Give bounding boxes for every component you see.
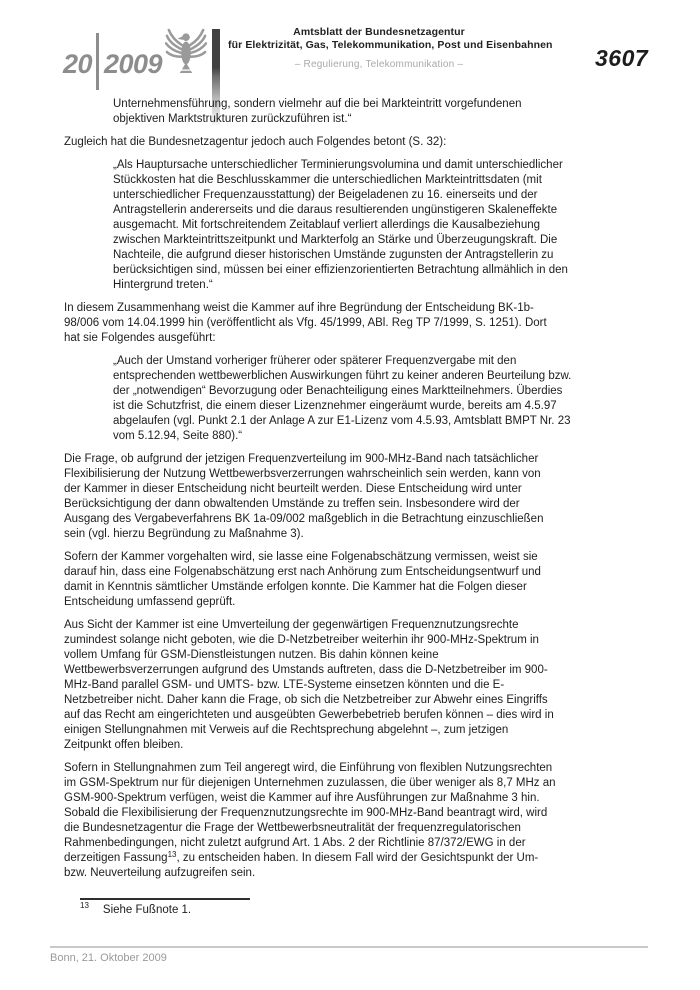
text-line: sein (vgl. hierzu Begründung zu Maßnahme 3). bbox=[64, 528, 304, 540]
text-line: vollem Umfang für GSM-Dienstleistungen nutzen. Bis dahin können keine bbox=[64, 649, 439, 661]
journal-title-line1: Amtsblatt der Bundesnetzagentur bbox=[293, 26, 465, 38]
text-line: Ausgang des Vergabeverfahrens BK 1a-09/002 maßgeblich in die Betrachtung einzuschließen bbox=[64, 513, 544, 525]
paragraph bbox=[64, 761, 630, 881]
footnote-rule bbox=[80, 898, 250, 900]
footnote bbox=[80, 903, 480, 918]
issue-divider bbox=[96, 33, 99, 90]
page-footer bbox=[50, 946, 648, 964]
text-line: Die Frage, ob aufgrund der jetzigen Frequenzverteilung im 900-MHz-Band nach tatsächlicher bbox=[64, 453, 539, 465]
quote-block bbox=[64, 97, 630, 127]
text-line: Antragstellerin andererseits und die daraus resultierenden ungünstigeren Skaleneffekte bbox=[113, 204, 558, 216]
paragraph bbox=[64, 301, 630, 346]
paragraph bbox=[64, 618, 630, 753]
text-line: ist die Schutzfrist, die einem dieser Lizenznehmer eingeräumt wurde, bereits am 4.5.97 bbox=[113, 400, 557, 412]
masthead-titles bbox=[228, 26, 553, 70]
document-body bbox=[64, 97, 630, 881]
text-line: Sofern der Kammer vorgehalten wird, sie lasse eine Folgenabschätzung vermissen, weist sie bbox=[64, 551, 538, 563]
text-line: unterschiedlicher Frequenzausstattung) der Beigeladenen zu 16. einerseits und der bbox=[113, 189, 538, 201]
text-line: abgelaufen (vgl. Punkt 2.1 der Anlage A zur E1-Lizenz vom 4.5.93, Amtsblatt BMPT Nr. 23 bbox=[113, 415, 571, 427]
text-line: Nachteile, die aufgrund dieser historischen Umstände zugunsten der Antragstellerin zu bbox=[113, 249, 554, 261]
text-line: Wettbewerbsverzerrungen aufgrund des Umstands auftreten, dass die D-Netzbetreiber im 900- bbox=[64, 664, 548, 676]
footnote-area bbox=[80, 898, 480, 918]
paragraph bbox=[64, 550, 630, 610]
text-line: Stückkosten hat die Beschlusskammer die unterschiedlichen Markteintrittsdaten (mit bbox=[113, 174, 542, 186]
text-line: der „notwendigen“ Bevorzugung oder Benachteiligung eines Marktteilnehmers. Überdies bbox=[113, 385, 563, 397]
footnote-marker: 13 bbox=[80, 901, 89, 910]
text-line: Sobald die Flexibilisierung der Frequenznutzungsrechte im 900-MHz-Band beantragt wird, wird bbox=[64, 807, 548, 819]
text-line: „Als Hauptursache unterschiedlicher Terminierungsvolumina und damit unterschiedlicher bbox=[113, 159, 563, 171]
text-line: die Bundesnetzagentur die Frage der Wettbewerbsneutralität der frequenzregulatorischen bbox=[64, 822, 521, 834]
text-line: Berücksichtigung der dann obwaltenden Umstände zu treffen sein. Insbesondere wird der bbox=[64, 498, 520, 510]
text-line: entsprechenden wettbewerblichen Auswirkungen führt zu keiner anderen Beurteilung bzw. bbox=[113, 370, 572, 382]
quote-block bbox=[64, 158, 630, 293]
text-line: darauf hin, dass eine Folgenabschätzung erst nach Anhörung zum Entscheidungsentwurf und bbox=[64, 566, 541, 578]
footnote-reference: 13 bbox=[167, 850, 177, 859]
text-line: derzeitigen Fassung$^{13}$, zu entscheiden haben. In diesem Fall wird der Gesichtspunkt der Um- bbox=[64, 850, 539, 864]
journal-title-line2: für Elektrizität, Gas, Telekommunikation, Post und Eisenbahnen bbox=[228, 39, 553, 51]
paragraph bbox=[64, 452, 630, 542]
text-line: im GSM-Spektrum nur für diejenigen Unternehmen zuzulassen, die über weniger als 8,7 MHz an bbox=[64, 777, 556, 789]
text-line: objektiven Marktstrukturen zurückzuführen ist.“ bbox=[113, 113, 352, 125]
text-line: zwischen Markteintrittszeitpunkt und Markterfolg an Stärke und Überzeugungskraft. Die bbox=[113, 234, 558, 246]
text-line: Flexibilisierung der Nutzung Wettbewerbsverzerrungen wahrscheinlich sein werden, kann von bbox=[64, 468, 541, 480]
text-line: Netzbetreiber nicht. Daher kann die Frage, ob sich die Netzbetreiber zur Abwehr eines Eingriffs bbox=[64, 694, 548, 706]
footer-date: Bonn, 21. Oktober 2009 bbox=[50, 952, 167, 964]
issue-number: 20 bbox=[62, 49, 92, 79]
text-line: vom 5.12.94, Seite 880).“ bbox=[113, 430, 243, 442]
issue-year: 2009 bbox=[104, 49, 163, 79]
text-line: Zugleich hat die Bundesnetzagentur jedoch auch Folgendes betont (S. 32): bbox=[64, 136, 447, 148]
text-line: MHz-Band parallel GSM- und UMTS- bzw. LTE-Systeme einsetzen könnten und die E- bbox=[64, 679, 505, 691]
text-line: Aus Sicht der Kammer ist eine Umverteilung der gegenwärtigen Frequenznutzungsrechte bbox=[64, 619, 519, 631]
text-line: Sofern in Stellungnahmen zum Teil angeregt wird, die Einführung von flexiblen Nutzungsrechten bbox=[64, 762, 553, 774]
text-line: damit in Kenntnis sämtlicher Umstände erfolgen konnte. Die Kammer hat die Folgen dieser bbox=[64, 581, 527, 593]
quote-block bbox=[64, 354, 630, 444]
text-line: der Kammer in dieser Entscheidung nicht beurteilt werden. Diese Entscheidung wird unter bbox=[64, 483, 522, 495]
text-line: Zeitpunkt offen bleiben. bbox=[64, 739, 184, 751]
text-line: Unternehmensführung, sondern vielmehr auf die bei Markteintritt vorgefundenen bbox=[113, 98, 522, 110]
text-line: zumindest solange nicht geboten, wie die D-Netzbetreiber weiterhin ihr 900-MHz-Spektrum in bbox=[64, 634, 539, 646]
text-line: einigen Stellungnahmen mit Verweis auf die Rechtsprechung abgelehnt –, zum jetzigen bbox=[64, 724, 509, 736]
text-line: bzw. Neuverteilung aufzugreifen sein. bbox=[64, 867, 256, 879]
federal-eagle-icon bbox=[165, 25, 207, 77]
paragraph bbox=[64, 135, 630, 150]
text-line: berücksichtigen sind, müssen bei einer effizienzorientierten Betrachtung allmählich in den bbox=[113, 264, 568, 276]
text-line: In diesem Zusammenhang weist die Kammer auf ihre Begründung der Entscheidung BK-1b- bbox=[64, 302, 534, 314]
text-line: ausgemacht. Mit fortschreitendem Zeitablauf verliert allerdings die Kausalbeziehung bbox=[113, 219, 541, 231]
text-line: Hintergrund treten.“ bbox=[113, 279, 213, 291]
text-line: hat sie Folgendes ausgeführt: bbox=[64, 332, 216, 344]
footer-rule bbox=[50, 946, 648, 948]
text-line: GSM-900-Spektrum verfügen, weist die Kammer auf ihre Ausführungen zur Maßnahme 3 hin. bbox=[64, 792, 540, 804]
footnote-text: Siehe Fußnote 1. bbox=[102, 904, 192, 916]
text-line: auf das Recht am eingerichteten und ausgeübten Gewerbebetrieb berufen können – dies wird in bbox=[64, 709, 554, 721]
page-number: 3607 bbox=[595, 45, 649, 71]
text-line: „Auch der Umstand vorheriger früherer oder späterer Frequenzvergabe mit den bbox=[113, 355, 517, 367]
text-line: 98/006 vom 14.04.1999 hin (veröffentlicht als Vfg. 45/1999, ABl. Reg TP 7/1999, S. 1251). Dort bbox=[64, 317, 547, 329]
text-line: Rahmenbedingungen, nicht zuletzt aufgrund Art. 1 Abs. 2 der Richtlinie 87/372/EWG in der bbox=[64, 837, 526, 849]
text-line: Entscheidung umfassend geprüft. bbox=[64, 596, 236, 608]
journal-subtitle: – Regulierung, Telekommunikation – bbox=[294, 59, 464, 70]
